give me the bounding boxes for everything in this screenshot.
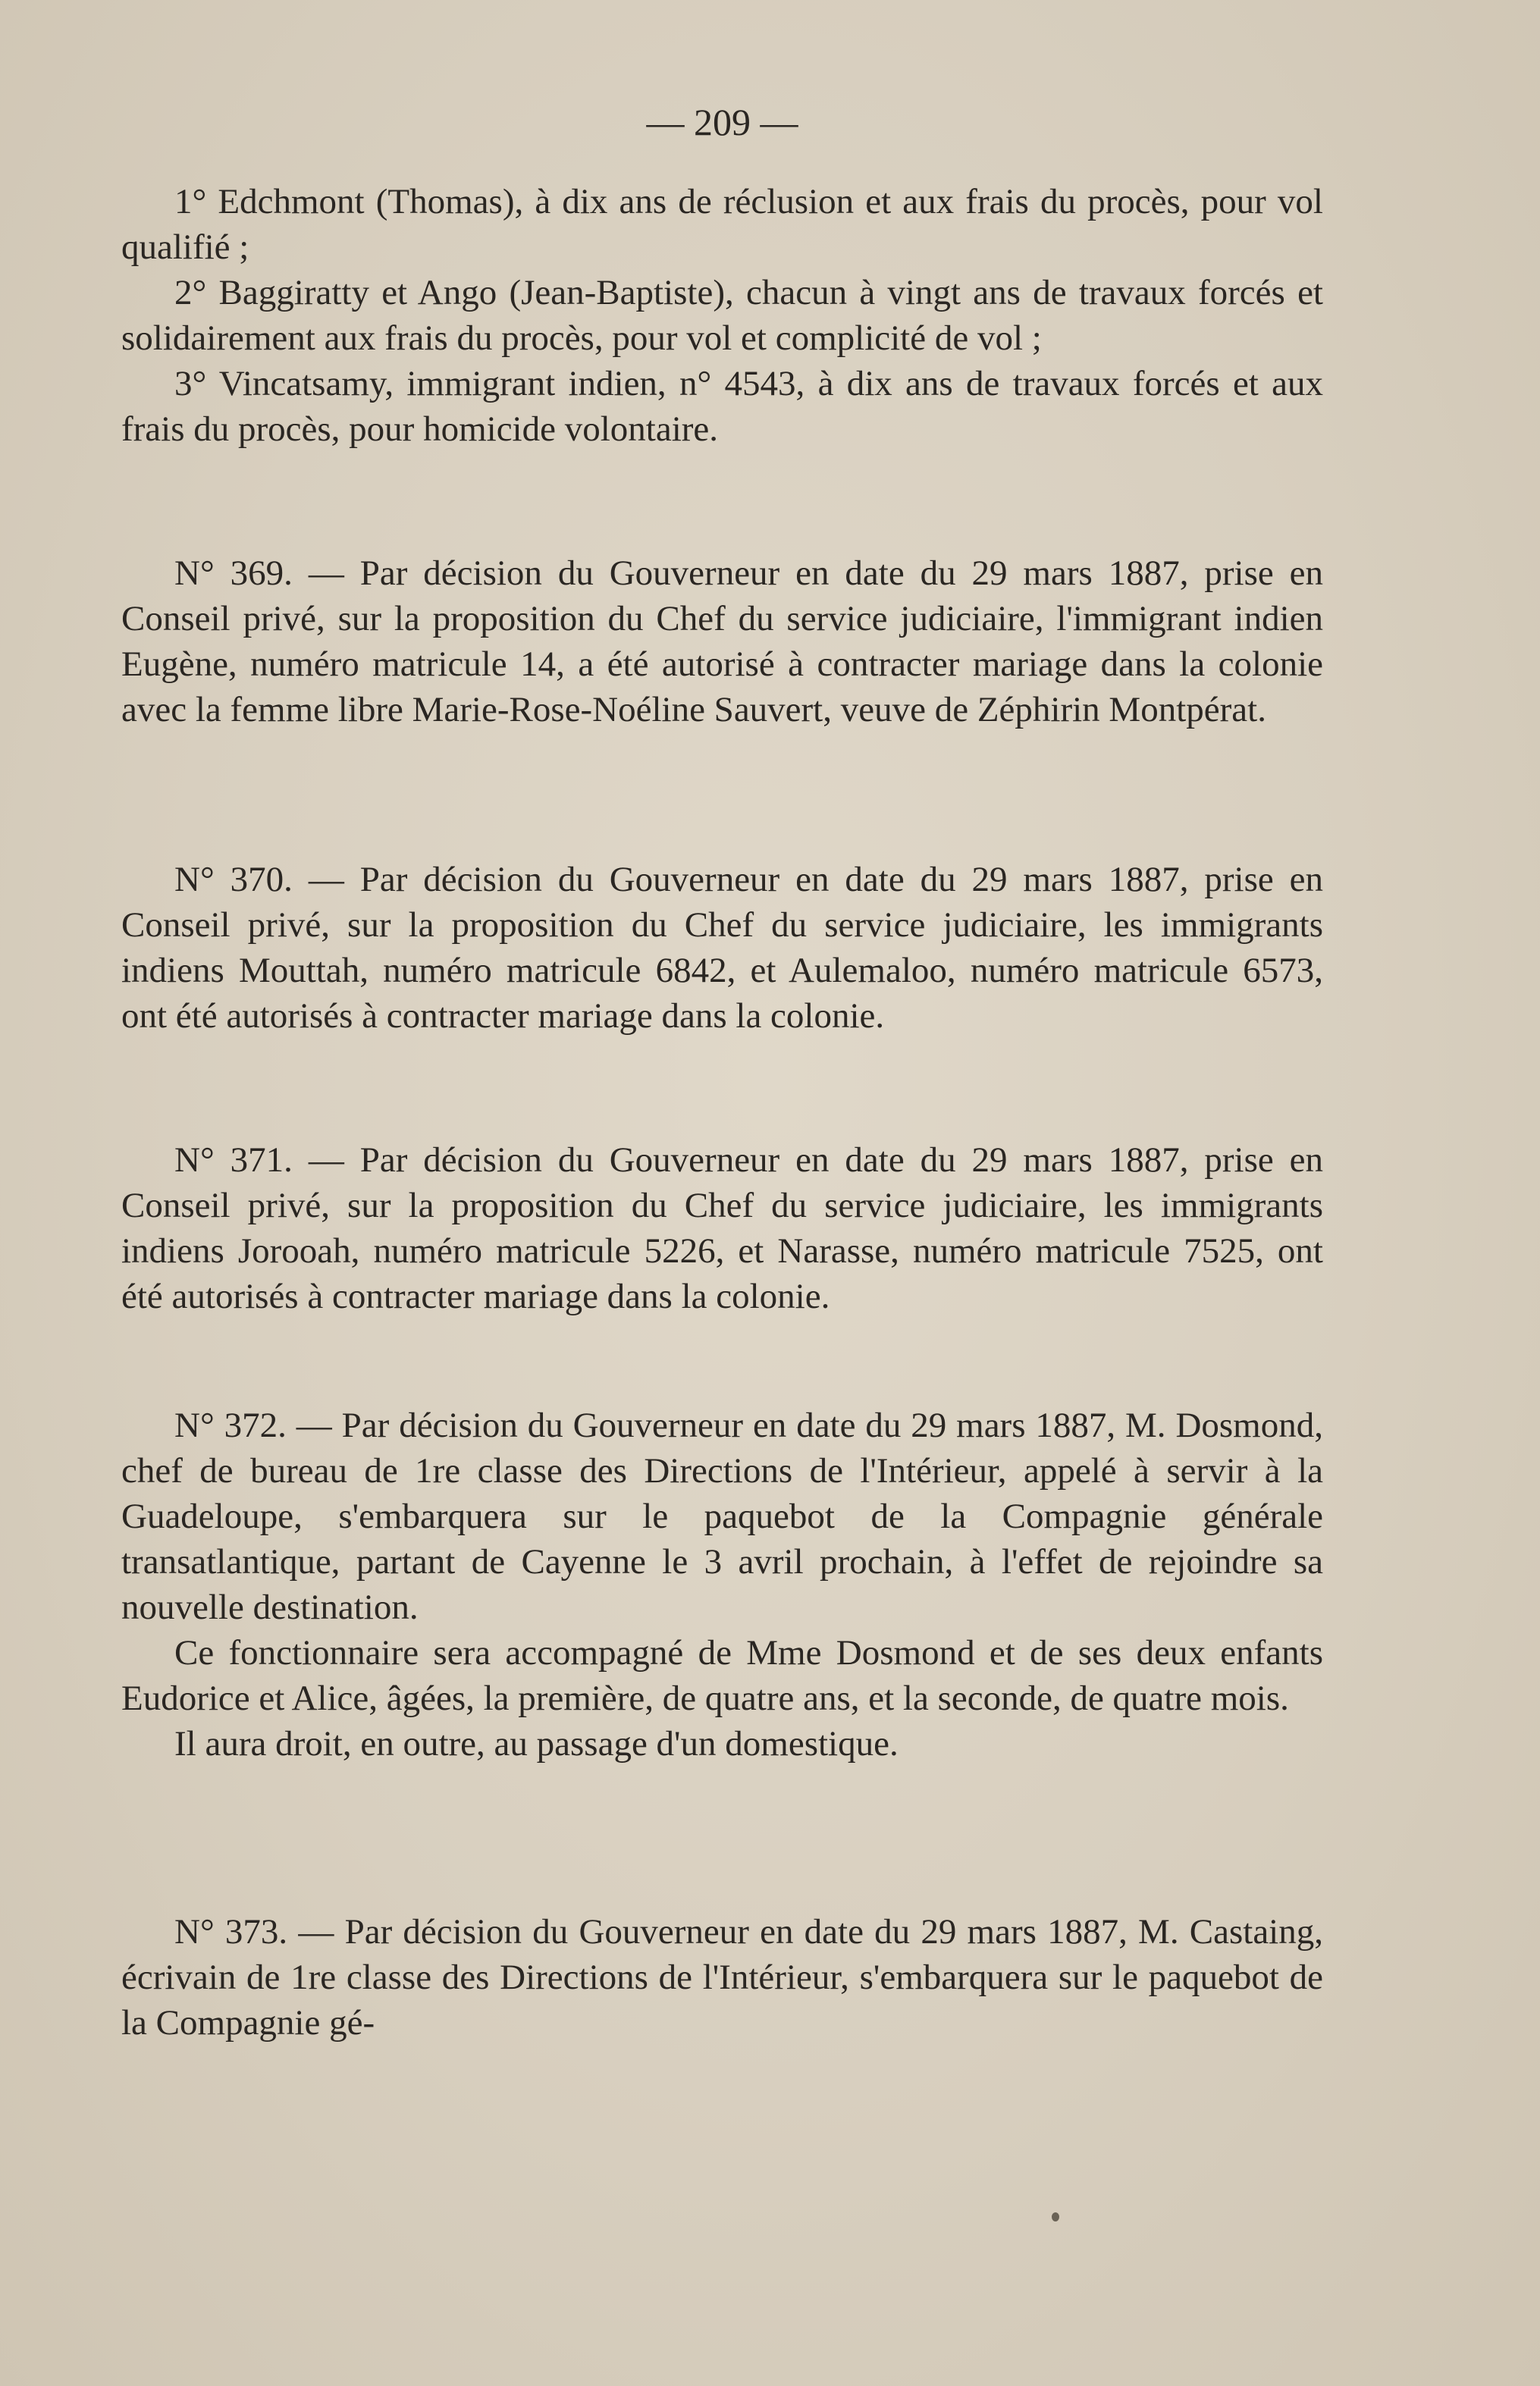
paragraph-370: N° 370. — Par décision du Gouverneur en date du 29 mars 1887, prise en Conseil privé, sur la proposition du Chef du service judiciaire, les immigrants indiens Mouttah, numéro matricule 6842, et Aulemaloo, numéro matricule 6573, ont été autorisés à contracter mariage dans la colonie.	[121, 860, 1323, 1036]
paragraph-373: N° 373. — Par décision du Gouverneur en date du 29 mars 1887, M. Castaing, écrivain de 1re classe des Directions de l'Intérieur, s'embarquera sur le paquebot de la Compagnie gé-	[121, 1912, 1323, 2043]
decision-371	[121, 1137, 1323, 1319]
paragraph-372-servant: Il aura droit, en outre, au passage d'un domestique.	[174, 1724, 899, 1764]
page-number: — 209 —	[646, 101, 798, 143]
paragraph-372-companions: Ce fonctionnaire sera accompagné de Mme Dosmond et de ses deux enfants Eudorice et Alice, âgées, la première, de quatre ans, et la seconde, de quatre mois.	[121, 1633, 1323, 1718]
sentence-list	[121, 179, 1323, 452]
paragraph-sentence-2: 2° Baggiratty et Ango (Jean-Baptiste), chacun à vingt ans de travaux forcés et solidairement aux frais du procès, pour vol et complicité de vol ;	[121, 273, 1323, 358]
paragraph-371: N° 371. — Par décision du Gouverneur en date du 29 mars 1887, prise en Conseil privé, sur la proposition du Chef du service judiciaire, les immigrants indiens Jorooah, numéro matricule 5226, et Narasse, numéro matricule 7525, ont été autorisés à contracter mariage dans la colonie.	[121, 1140, 1323, 1316]
decision-369	[121, 550, 1323, 732]
decision-370	[121, 857, 1323, 1039]
paragraph-372: N° 372. — Par décision du Gouverneur en date du 29 mars 1887, M. Dosmond, chef de bureau de 1re classe des Directions de l'Intérieur, appelé à servir à la Guadeloupe, s'embarquera sur le paquebot de la Compagnie générale transatlantique, partant de Cayenne le 3 avril prochain, à l'effet de rejoindre sa nouvelle destination.	[121, 1406, 1323, 1627]
paragraph-sentence-1: 1° Edchmont (Thomas), à dix ans de réclusion et aux frais du procès, pour vol qualifié ;	[121, 182, 1323, 267]
decision-373	[121, 1909, 1323, 2046]
decision-372	[121, 1403, 1323, 1767]
paragraph-369: N° 369. — Par décision du Gouverneur en date du 29 mars 1887, prise en Conseil privé, sur la proposition du Chef du service judiciaire, l'immigrant indien Eugène, numéro matricule 14, a été autorisé à contracter mariage dans la colonie avec la femme libre Marie-Rose-Noéline Sauvert, veuve de Zéphirin Montpérat.	[121, 553, 1323, 729]
paragraph-sentence-3: 3° Vincatsamy, immigrant indien, n° 4543, à dix ans de travaux forcés et aux frais du procès, pour homicide volontaire.	[121, 364, 1323, 449]
paper-speck	[1052, 2212, 1059, 2221]
